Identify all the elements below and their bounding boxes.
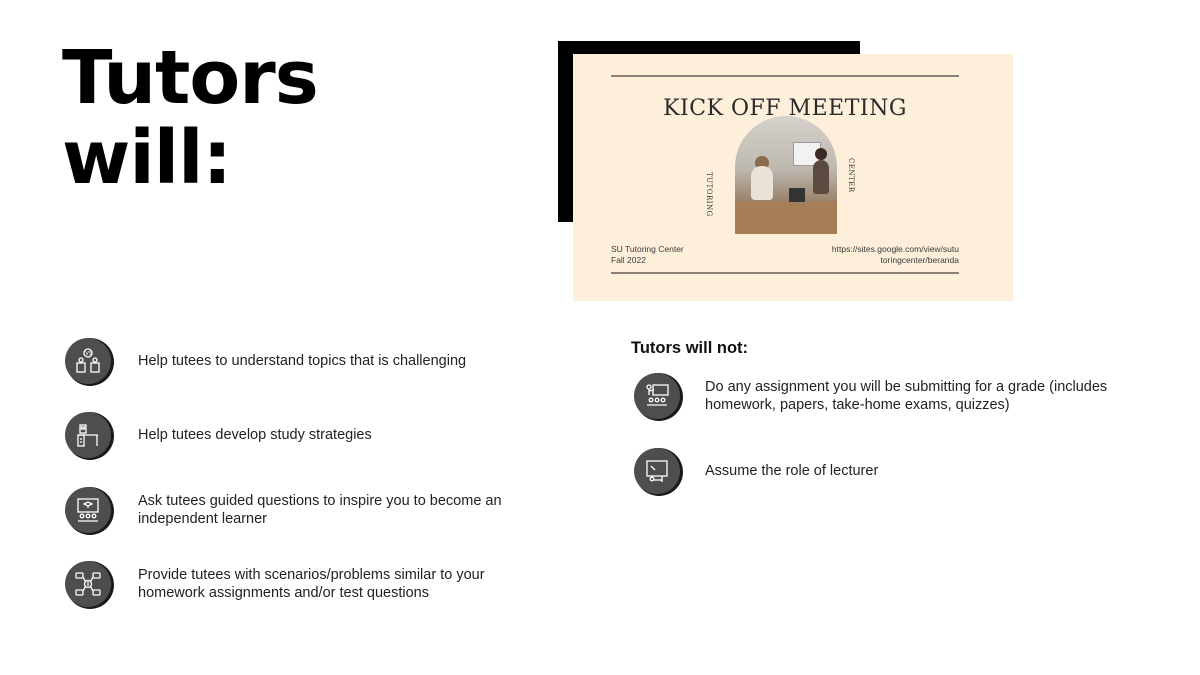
online-class-icon — [65, 487, 111, 533]
slide-heading: KICK OFF MEETING — [663, 96, 907, 121]
classroom-icon — [634, 373, 680, 419]
title-line-2: will: — [62, 115, 232, 201]
list-item — [65, 412, 538, 458]
kickoff-slide-image — [573, 54, 1013, 301]
lecturer-board-icon — [634, 448, 680, 494]
bottom-rule — [611, 272, 959, 274]
list-item — [65, 338, 538, 384]
list-item — [65, 561, 538, 607]
study-desk-icon — [65, 412, 111, 458]
top-rule — [611, 75, 959, 77]
slide-footer-left: SU Tutoring Center Fall 2022 — [611, 244, 684, 265]
list-item-text: Ask tutees guided questions to inspire you to become an independent learner — [138, 493, 502, 527]
list-item — [634, 448, 1125, 494]
list-item — [65, 487, 538, 533]
vertical-label-left: TUTORING — [705, 172, 713, 217]
list-item-text: Assume the role of lecturer — [705, 463, 879, 479]
vertical-label-right: CENTER — [847, 158, 855, 193]
will-not-heading: Tutors will not: — [631, 339, 749, 357]
list-item-text: Provide tutees with scenarios/problems similar to your homework assignments and/or test questions — [138, 567, 485, 601]
slide-footer-url: https://sites.google.com/view/sutu toringcenter/beranda — [831, 244, 959, 265]
idea-network-icon — [65, 561, 111, 607]
svg-text:VS: VS — [85, 351, 93, 357]
list-item — [634, 373, 1125, 419]
debate-podium-icon — [65, 338, 111, 384]
list-item-text: Do any assignment you will be submitting for a grade (includes homework, papers, take-home exams, quizzes) — [705, 379, 1108, 413]
page-title — [62, 35, 318, 201]
arch-photo — [735, 116, 837, 234]
list-item-text: Help tutees to understand topics that is challenging — [138, 353, 467, 369]
list-item-text: Help tutees develop study strategies — [138, 427, 372, 443]
title-line-1: Tutors — [62, 35, 318, 121]
